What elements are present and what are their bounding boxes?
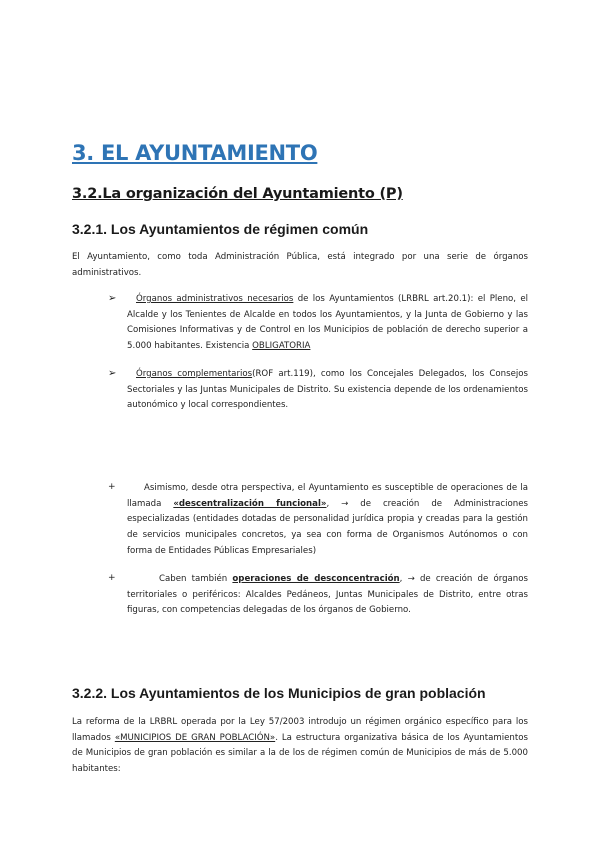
term-descentralizacion: «descentralización funcional» xyxy=(173,498,327,509)
heading-322: 3.2.2. Los Ayuntamientos de los Municipios de gran población xyxy=(72,685,486,701)
term-desconcentracion: operaciones de desconcentración xyxy=(232,574,400,584)
obligatoria-emphasis: OBLIGATORIA xyxy=(252,341,311,352)
plus-bullet-icon: + xyxy=(108,573,116,583)
arrow-bullet-icon: ➢ xyxy=(108,293,117,304)
bullet-complementarios xyxy=(127,367,528,414)
plus-desconcentracion xyxy=(127,572,528,619)
plus-1-before: Asimismo, desde otra perspectiva, el Ayuntamiento es susceptible de operaciones de la llamada xyxy=(127,483,528,509)
section-subtitle: 3.2.La organización del Ayuntamiento (P) xyxy=(72,186,403,202)
plus-1-after: , → de creación de Administraciones especializadas (entidades dotadas de personalidad jurídica propia y creadas para la gestión de servicios municipales concretos, ya sea con forma de Organismos Autónomos o con forma de Entidades Públicas Empresariales) xyxy=(127,498,528,556)
gp-after: . La estructura organizativa básica de los Ayuntamientos de Municipios de gran población es similar a la de los de régimen común de Municipios de más de 5.000 habitantes: xyxy=(72,732,528,775)
bullet-necesarios xyxy=(127,292,528,355)
plus-descentralizacion xyxy=(127,481,528,560)
bullet-necesarios-text: de los Ayuntamientos (LRBRL art.20.1): el Pleno, el Alcalde y los Tenientes de Alcalde en todos los Ayuntamientos, y la Junta de Gobierno y las Comisiones Informativas y de Control en los Municipios de población de derecho superior a 5.000 habitantes. Existencia xyxy=(127,294,528,352)
term-municipios-gran-poblacion: «MUNICIPIOS DE GRAN POBLACIÓN» xyxy=(114,732,276,743)
term-complementarios: Órganos complementarios xyxy=(136,369,253,379)
plus-2-before: Caben también xyxy=(159,574,233,584)
heading-321: 3.2.1. Los Ayuntamientos de régimen común xyxy=(72,221,369,237)
gp-before: La reforma de la LRBRL operada por la Ley 57/2003 introdujo un régimen orgánico específico para los llamados xyxy=(72,717,528,743)
intro-paragraph: El Ayuntamiento, como toda Administración Pública, está integrado por una serie de órganos administrativos. xyxy=(72,252,528,278)
arrow-bullet-icon: ➢ xyxy=(108,368,117,379)
term-necesarios: Órganos administrativos necesarios xyxy=(136,294,294,304)
page-title: 3. EL AYUNTAMIENTO xyxy=(72,141,318,165)
plus-bullet-icon: + xyxy=(108,482,116,492)
bullet-complementarios-text: (ROF art.119), como los Concejales Delegados, los Consejos Sectoriales y las Juntas Municipales de Distrito. Su existencia depende de los ordenamientos autonómico y local correspondientes. xyxy=(127,369,528,411)
plus-2-after: , → de creación de órganos territoriales o periféricos: Alcaldes Pedáneos, Juntas Municipales de Distrito, entre otras figuras, con competencias delegadas de los órganos de Gobierno. xyxy=(127,574,528,616)
gran-poblacion-paragraph xyxy=(72,715,528,778)
